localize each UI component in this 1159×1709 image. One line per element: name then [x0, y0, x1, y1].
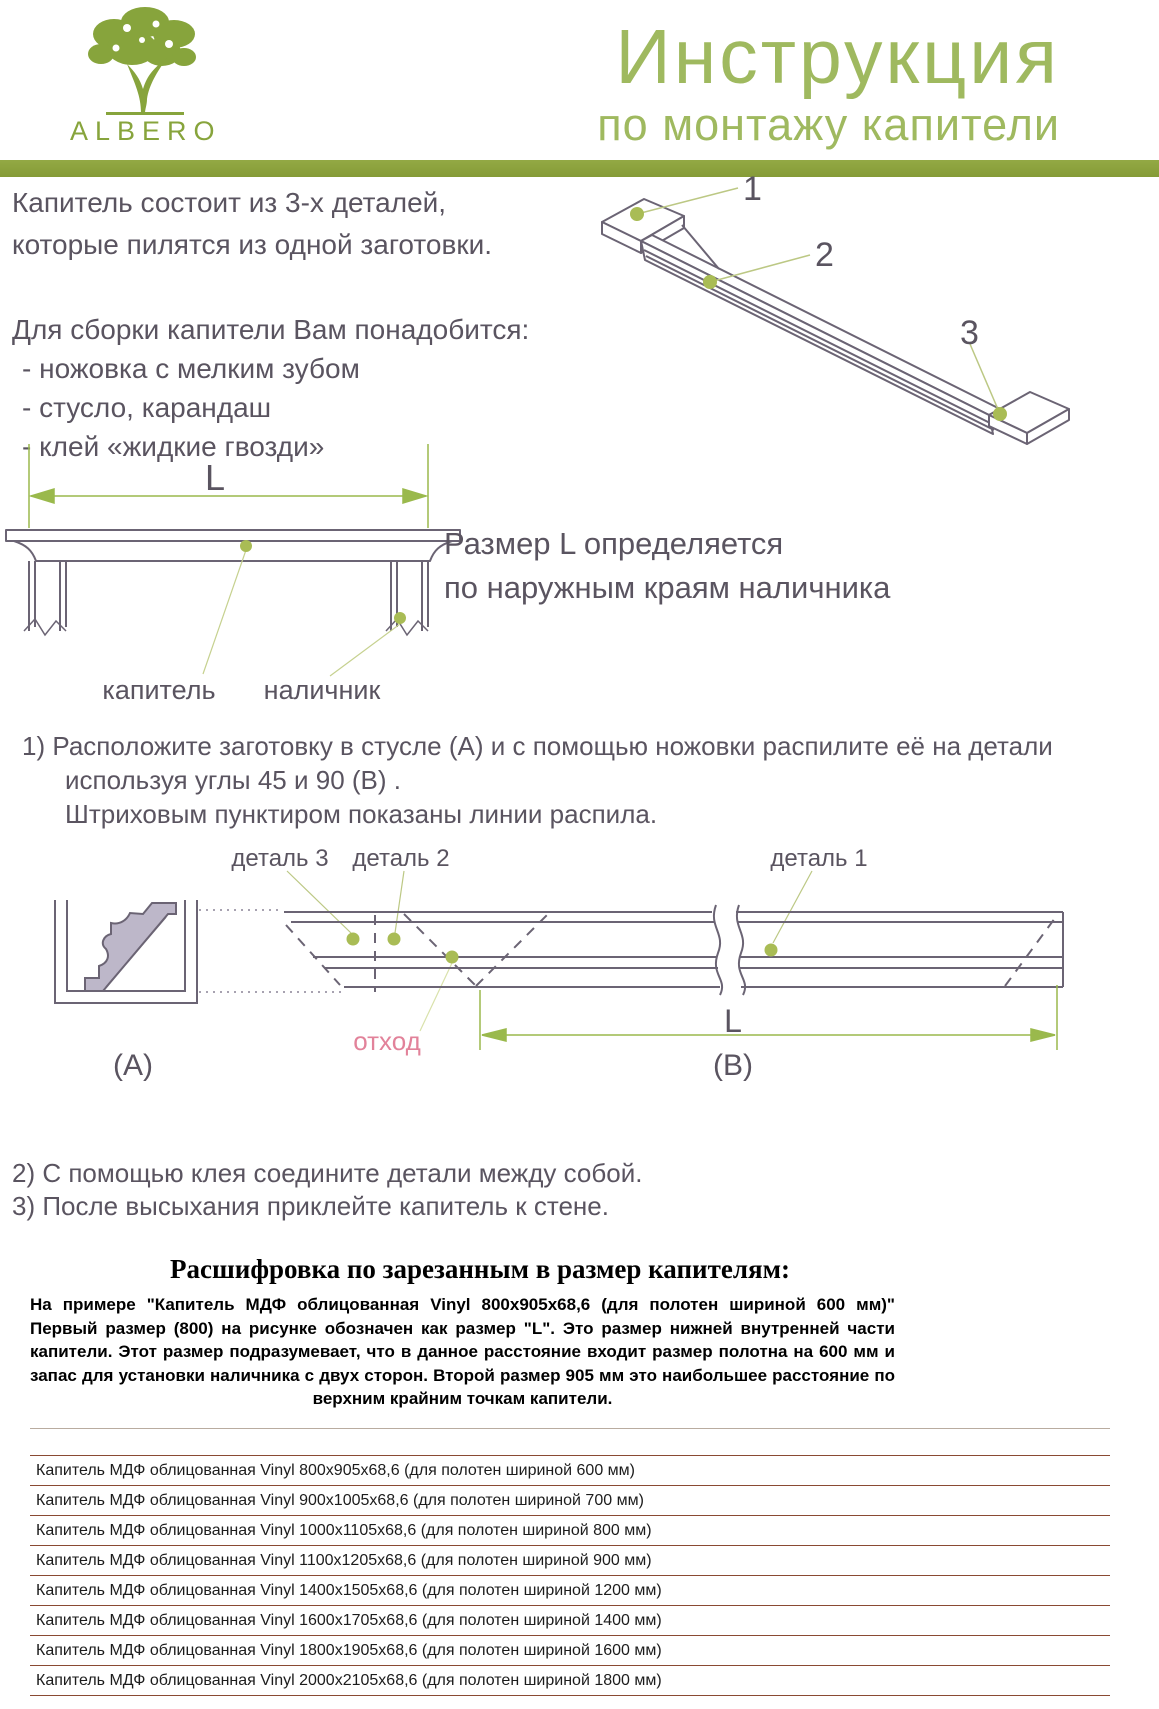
size-table — [30, 1428, 1110, 1696]
capital-drawing — [6, 530, 460, 561]
marker-dots — [347, 933, 778, 964]
view-a-label: (А) — [113, 1049, 153, 1082]
cut-diagram — [0, 835, 1159, 1107]
cut-lines — [286, 914, 1058, 992]
table-row: Капитель МДФ облицованная Vinyl 1000х1105х68,6 (для полотен шириной 800 мм) — [30, 1515, 1110, 1545]
size-note — [444, 522, 890, 610]
molding-profile — [85, 903, 176, 991]
step3-text: 3) После высыхания приклейте капитель к стене. — [12, 1191, 609, 1221]
dimension-l-label: L — [204, 457, 226, 498]
table-row: Капитель МДФ облицованная Vinyl 800х905х68,6 (для полотен шириной 600 мм) — [30, 1455, 1110, 1485]
detail1-label: деталь 1 — [770, 845, 868, 872]
intro-paragraph — [12, 182, 492, 266]
waste-label: отход — [353, 1026, 421, 1056]
step1-line-3: Штриховым пунктиром показаны линии распила. — [65, 799, 658, 829]
parts-diagram — [580, 162, 1155, 462]
logo-text: ALBERO — [70, 116, 222, 146]
leader-lines — [203, 550, 400, 676]
capital-label: капитель — [102, 675, 216, 705]
page-title: Инструкция — [615, 14, 1060, 100]
part-label-1: 1 — [743, 170, 762, 208]
decoding-paragraph: На примере "Капитель МДФ облицованная Vinyl 800х905х68,6 (для полотен шириной 600 мм)" Первый размер (800) на рисунке обозначен как размер "L". Это размер нижней внутренней части капители. Этот размер подразумевает, что в данное расстояние входит размер полотна на 600 мм и запас для установки наличника с двух сторон. Второй размер 905 мм это наибольшее расстояние по верхним крайним точкам капители. — [30, 1295, 895, 1408]
size-diagram — [0, 428, 470, 718]
detail3-label: деталь 3 — [231, 845, 329, 872]
table-row: Капитель МДФ облицованная Vinyl 2000х2105х68,6 (для полотен шириной 1800 мм) — [30, 1665, 1110, 1696]
decoding-heading: Расшифровка по зарезанным в размер капителям: — [170, 1254, 790, 1284]
detail2-label: деталь 2 — [352, 845, 450, 872]
tool-item: - стусло, карандаш — [22, 392, 272, 423]
tree-icon — [72, 0, 218, 120]
tool-item: - клей «жидкие гвозди» — [22, 431, 325, 462]
intro-line-1: Капитель состоит из 3-х деталей, — [12, 187, 447, 218]
table-row: Капитель МДФ облицованная Vinyl 1400х1505х68,6 (для полотен шириной 1200 мм) — [30, 1575, 1110, 1605]
step2-text: 2) С помощью клея соедините детали между собой. — [12, 1158, 643, 1188]
tools-title: Для сборки капители Вам понадобится: — [12, 314, 530, 345]
view-b-label: (В) — [713, 1049, 753, 1082]
table-top-line — [30, 1428, 1110, 1429]
table-row: Капитель МДФ облицованная Vinyl 1600х1705х68,6 (для полотен шириной 1400 мм) — [30, 1605, 1110, 1635]
table-row: Капитель МДФ облицованная Vinyl 900х1005х68,6 (для полотен шириной 700 мм) — [30, 1485, 1110, 1515]
step1-line-1: 1) Расположите заготовку в стусле (А) и с помощью ножовки распилите её на детали — [22, 731, 1053, 761]
table-row: Капитель МДФ облицованная Vinyl 1100х1205х68,6 (для полотен шириной 900 мм) — [30, 1545, 1110, 1575]
table-row: Капитель МДФ облицованная Vinyl 1800х1905х68,6 (для полотен шириной 1600 мм) — [30, 1635, 1110, 1665]
workpiece — [284, 905, 1063, 995]
dimension-l — [29, 444, 428, 528]
dimension-l — [480, 985, 1057, 1050]
part-label-2: 2 — [815, 236, 834, 274]
casing-label: наличник — [263, 675, 381, 705]
step1-line-2: используя углы 45 и 90 (В) . — [65, 765, 401, 795]
dimension-l-label: L — [724, 1003, 742, 1039]
page-title-block — [597, 14, 1060, 148]
size-note-line-2: по наружным краям наличника — [444, 570, 891, 605]
intro-line-2: которые пилятся из одной заготовки. — [12, 229, 493, 260]
tool-item: - ножовка с мелким зубом — [22, 353, 360, 384]
part-label-3: 3 — [960, 314, 979, 352]
size-note-line-1: Размер L определяется — [444, 526, 784, 561]
leader-lines — [637, 188, 1000, 414]
casing-posts — [24, 561, 428, 635]
page-subtitle: по монтажу капители — [597, 99, 1060, 150]
